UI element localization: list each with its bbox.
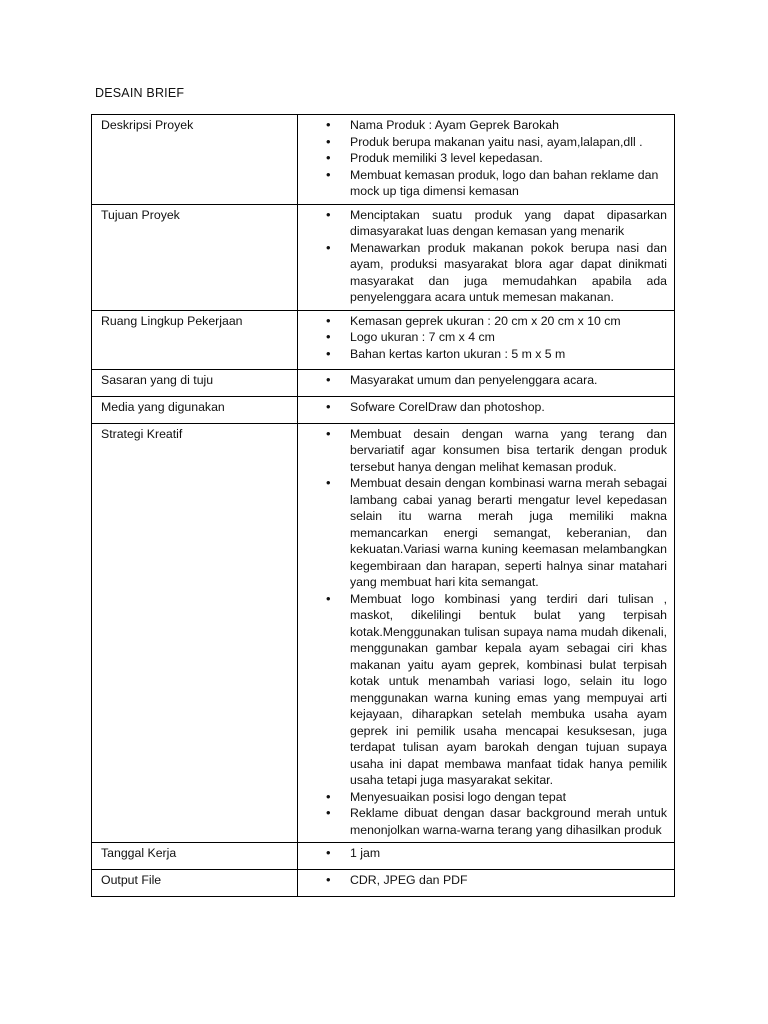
- row-strategi-kreatif: [92, 423, 675, 843]
- row-content: [298, 115, 675, 205]
- list-item: • CDR, JPEG dan PDF: [298, 872, 667, 889]
- row-label: Ruang Lingkup Pekerjaan: [92, 310, 298, 369]
- list-item: • Menciptakan suatu produk yang dapat dipasarkan dimasyarakat luas dengan kemasan yang menarik: [298, 207, 667, 240]
- row-label: Tujuan Proyek: [92, 204, 298, 310]
- list-item: • Logo ukuran : 7 cm x 4 cm: [298, 329, 667, 346]
- row-content: [298, 369, 675, 396]
- list-item: • Bahan kertas karton ukuran : 5 m x 5 m: [298, 346, 667, 363]
- design-brief-table: [91, 114, 675, 897]
- list-item: • Produk berupa makanan yaitu nasi, ayam,lalapan,dll .: [298, 134, 667, 151]
- bullet-list: [298, 372, 667, 389]
- row-label: Deskripsi Proyek: [92, 115, 298, 205]
- bullet-list: [298, 313, 667, 363]
- list-item: • Kemasan geprek ukuran : 20 cm x 20 cm x 10 cm: [298, 313, 667, 330]
- bullet-list: [298, 207, 667, 306]
- bullet-list: [298, 399, 667, 416]
- bullet-list: [298, 426, 667, 839]
- list-item: • Membuat kemasan produk, logo dan bahan reklame dan mock up tiga dimensi kemasan: [298, 167, 667, 200]
- row-content: [298, 423, 675, 843]
- row-label: Media yang digunakan: [92, 396, 298, 423]
- row-label: Tanggal Kerja: [92, 843, 298, 870]
- list-item: • Menawarkan produk makanan pokok berupa nasi dan ayam, produksi masyarakat blora agar dapat dinikmati masyarakat dan juga memudahkan apabila ada penyelenggara acara untuk memesan makanan.: [298, 240, 667, 306]
- row-content: [298, 204, 675, 310]
- list-item: • 1 jam: [298, 845, 667, 862]
- row-content: [298, 870, 675, 897]
- row-ruang-lingkup: [92, 310, 675, 369]
- list-item: • Membuat desain dengan warna yang terang dan bervariatif agar konsumen bisa tertarik dengan produk tersebut hanya dengan melihat kemasan produk.: [298, 426, 667, 476]
- row-deskripsi-proyek: [92, 115, 675, 205]
- row-content: [298, 396, 675, 423]
- list-item: • Sofware CorelDraw dan photoshop.: [298, 399, 667, 416]
- list-item: • Reklame dibuat dengan dasar background merah untuk menonjolkan warna-warna terang yang dihasilkan produk: [298, 805, 667, 838]
- document-title: DESAIN BRIEF: [95, 86, 185, 100]
- row-output-file: [92, 870, 675, 897]
- list-item: • Nama Produk : Ayam Geprek Barokah: [298, 117, 667, 134]
- row-label: Output File: [92, 870, 298, 897]
- row-label: Strategi Kreatif: [92, 423, 298, 843]
- row-tujuan-proyek: [92, 204, 675, 310]
- row-sasaran: [92, 369, 675, 396]
- bullet-list: [298, 845, 667, 862]
- list-item: • Membuat logo kombinasi yang terdiri dari tulisan , maskot, dikelilingi bentuk bulat yang terpisah kotak.Menggunakan tulisan supaya nama mudah dikenali, menggunakan gambar kepala ayam sebagai ciri khas makanan yaitu ayam geprek, kombinasi bulat terpisah kotak untuk menambah variasi logo, selain itu logo menggunakan warna kuning emas yang mempuyai arti kejayaan, diharapkan setelah membuka usaha ayam geprek ini pemilik usaha mencapai kesuksesan, juga terdapat tulisan ayam barokah dengan tujuan supaya usaha ini dapat membawa manfaat tidak hanya pemilik usaha tetapi juga masyarakat sekitar.: [298, 591, 667, 789]
- bullet-list: [298, 117, 667, 200]
- row-tanggal-kerja: [92, 843, 675, 870]
- row-content: [298, 310, 675, 369]
- row-content: [298, 843, 675, 870]
- list-item: • Membuat desain dengan kombinasi warna merah sebagai lambang cabai yanag berarti mengatur level kepedasan selain itu warna merah juga memiliki makna memancarkan energi semangat, keberanian, dan kekuatan.Variasi warna kuning keemasan melambangkan kegembiraan dan harapan, seperti halnya sinar matahari yang membuat hari kita semangat.: [298, 475, 667, 591]
- bullet-list: [298, 872, 667, 889]
- list-item: • Produk memiliki 3 level kepedasan.: [298, 150, 667, 167]
- row-media: [92, 396, 675, 423]
- row-label: Sasaran yang di tuju: [92, 369, 298, 396]
- list-item: • Masyarakat umum dan penyelenggara acara.: [298, 372, 667, 389]
- list-item: • Menyesuaikan posisi logo dengan tepat: [298, 789, 667, 806]
